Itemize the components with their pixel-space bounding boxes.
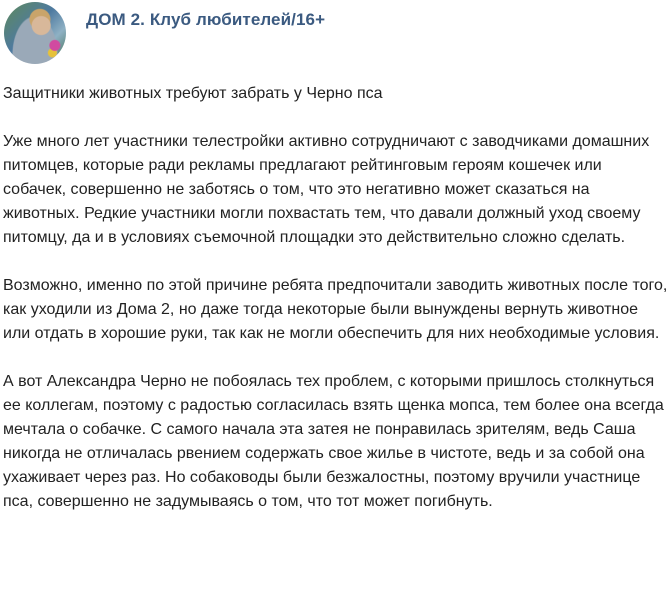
post-header — [0, 0, 670, 70]
group-avatar[interactable] — [4, 2, 66, 64]
group-name-link[interactable]: ДОМ 2. Клуб любителей/16+ — [86, 10, 326, 29]
post-paragraph: Уже много лет участники телестройки активно сотрудничают с заводчиками домашних питомцев, которые ради рекламы предлагают рейтинговым героям кошечек или собачек, совершенно не заботясь о том, что это негативно может сказаться на животных. Редкие участники могли похвастать тем, что давали должный уход своему питомцу, да и в условиях съемочной площадки это действительно сложно сделать. — [3, 133, 650, 246]
post-body — [3, 82, 668, 538]
post-paragraph: А вот Александра Черно не побоялась тех проблем, с которыми пришлось столкнуться ее коллегам, поэтому с радостью согласилась взять щенка мопса, тем более она всегда мечтала о собачке. С самого начала эта затея не понравилась зрителям, ведь Саша никогда не отличалась рвением содержать свое жилье в чистоте, ведь и за собой она ухаживает через раз. Но собаководы были безжалостны, поэтому вручили участнице пса, совершенно не задумываясь о том, что тот может погибнуть. — [3, 373, 664, 510]
post-paragraph: Возможно, именно по этой причине ребята предпочитали заводить животных после того, как уходили из Дома 2, но даже тогда некоторые были вынуждены вернуть животное или отдать в хорошие руки, так как не могли обеспечить для них необходимые условия. — [3, 277, 668, 342]
post-title: Защитники животных требуют забрать у Черно пса — [3, 85, 383, 102]
